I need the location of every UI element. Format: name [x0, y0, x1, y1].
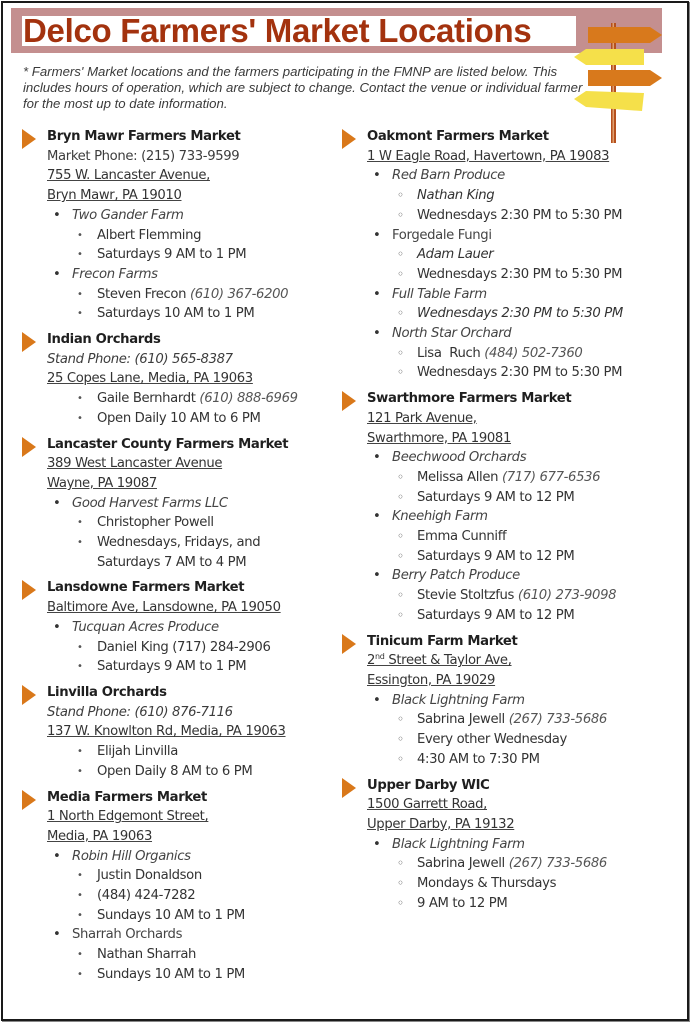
contact-phone: (267) 733-5686	[508, 856, 607, 872]
contact-name: Sabrina Jewell	[417, 712, 505, 728]
farm-name: • Sharrah Orchards	[47, 925, 332, 945]
farm-contact	[367, 344, 682, 364]
farm-name: • Frecon Farms	[47, 265, 332, 285]
market-address-line1[interactable]: 389 West Lancaster Avenue	[47, 456, 223, 472]
market-address-line2[interactable]: Wayne, PA 19087	[47, 475, 157, 491]
farm-contact	[47, 285, 332, 305]
farm-hours: • Saturdays 9 AM to 1 PM	[47, 245, 332, 265]
farm-contact	[367, 586, 682, 606]
farm-name: • Tucquan Acres Produce	[47, 618, 332, 638]
farm-hours: ◦ 4:30 AM to 7:30 PM	[367, 750, 682, 770]
farm-hours: ◦ Wednesdays 2:30 PM to 5:30 PM	[367, 363, 682, 383]
contact-phone: (610) 888-6969	[199, 391, 298, 407]
farm-name: • Robin Hill Organics	[47, 847, 332, 867]
farm-name: • Good Harvest Farms LLC	[47, 494, 332, 514]
farm-name: • Berry Patch Produce	[367, 566, 682, 586]
market-address-line1[interactable]: Baltimore Ave, Lansdowne, PA 19050	[47, 600, 281, 616]
farm-contact: • Nathan Sharrah	[47, 945, 332, 965]
farm-days: ◦ Every other Wednesday	[367, 730, 682, 750]
market-swarthmore	[342, 389, 682, 625]
farm-hours: • Saturdays 9 AM to 1 PM	[47, 657, 332, 677]
farm-hours: ◦ Wednesdays 2:30 PM to 5:30 PM	[367, 265, 682, 285]
farm-name: • North Star Orchard	[367, 324, 682, 344]
triangle-right-icon	[342, 778, 356, 798]
contact-name: Sabrina Jewell	[417, 856, 505, 872]
market-name: Linvilla Orchards	[47, 684, 167, 700]
farm-hours: ◦ Wednesdays 2:30 PM to 5:30 PM	[367, 206, 682, 226]
farm-hours: ◦ Wednesdays 2:30 PM to 5:30 PM	[367, 304, 682, 324]
signpost-icon	[568, 18, 668, 143]
farm-hours: ◦ Saturdays 9 AM to 12 PM	[367, 606, 682, 626]
market-name: Swarthmore Farmers Market	[367, 391, 572, 407]
market-name: Bryn Mawr Farmers Market	[47, 129, 241, 144]
contact-phone: (484) 502-7360	[484, 345, 583, 361]
farm-hours: ◦ Saturdays 9 AM to 12 PM	[367, 547, 682, 567]
market-name: Lansdowne Farmers Market	[47, 580, 245, 596]
market-bryn-mawr	[22, 127, 332, 324]
contact-phone: (610) 273-9098	[517, 588, 617, 604]
market-address-line1[interactable]: 137 W. Knowlton Rd, Media, PA 19063	[47, 724, 286, 740]
farm-hours: • Sundays 10 AM to 1 PM	[47, 906, 332, 926]
market-address-line1[interactable]: 1 W Eagle Road, Havertown, PA 19083	[367, 148, 610, 164]
farm-name: • Red Barn Produce	[367, 166, 682, 186]
market-name: Indian Orchards	[47, 332, 161, 348]
contact-name: Lisa Ruch	[417, 345, 481, 361]
triangle-right-icon	[22, 685, 36, 705]
farm-contact	[367, 710, 682, 730]
market-address-line1[interactable]: 25 Copes Lane, Media, PA 19063	[47, 371, 253, 387]
market-name: Tinicum Farm Market	[367, 633, 518, 649]
market-name: Lancaster County Farmers Market	[47, 436, 289, 452]
farm-contact: • Elijah Linvilla	[47, 742, 332, 762]
market-lansdowne	[22, 578, 332, 677]
contact-name: Steven Frecon	[97, 286, 187, 302]
triangle-right-icon	[22, 129, 36, 149]
farm-days: ◦ Mondays & Thursdays	[367, 874, 682, 894]
market-phone: Stand Phone: (610) 565-8387	[47, 351, 233, 367]
farm-hours: • Open Daily 10 AM to 6 PM	[47, 409, 332, 429]
farm-contact: • Christopher Powell	[47, 513, 332, 533]
market-address-line2[interactable]: Swarthmore, PA 19081	[367, 430, 512, 446]
market-address-line1[interactable]: 121 Park Avenue,	[367, 410, 477, 426]
farm-name: • Beechwood Orchards	[367, 448, 682, 468]
farm-contact	[367, 854, 682, 874]
farm-contact: ◦ Emma Cunniff	[367, 527, 682, 547]
triangle-right-icon	[22, 437, 36, 457]
farm-contact: ◦ Nathan King	[367, 186, 682, 206]
contact-phone: (717) 677-6536	[501, 469, 601, 485]
farm-phone: • (484) 424-7282	[47, 886, 332, 906]
market-address-line1[interactable]: 1 North Edgemont Street,	[47, 809, 209, 825]
farm-name: • Two Gander Farm	[47, 206, 332, 226]
farm-name: • Full Table Farm	[367, 285, 682, 305]
market-phone: Market Phone: (215) 733-9599	[47, 148, 240, 164]
market-name: Upper Darby WIC	[367, 777, 490, 793]
farm-contact	[367, 468, 682, 488]
market-upper-darby	[342, 776, 682, 914]
farm-hours: • Open Daily 8 AM to 6 PM	[47, 762, 332, 782]
farm-hours-continued: Saturdays 7 AM to 4 PM	[97, 554, 247, 570]
farm-name: • Black Lightning Farm	[367, 691, 682, 711]
farm-contact: • Albert Flemming	[47, 226, 332, 246]
farm-name: • Forgedale Fungi	[367, 226, 682, 246]
contact-name: Gaile Bernhardt	[97, 391, 196, 407]
farm-contact: • Daniel King (717) 284-2906	[47, 638, 332, 658]
market-address-line2[interactable]: Upper Darby, PA 19132	[367, 816, 515, 832]
market-phone: Stand Phone: (610) 876-7116	[47, 704, 233, 720]
triangle-right-icon	[22, 580, 36, 600]
page-title: Delco Farmers' Market Locations	[23, 12, 532, 49]
intro-note: * Farmers' Market locations and the farmers participating in the FMNP are listed below. This includes hours of operation, which are subject to change. Contact the venue or individual farmer for the most up to date information.	[23, 64, 583, 111]
market-indian-orchards	[22, 330, 332, 429]
market-address-line2[interactable]: Media, PA 19063	[47, 828, 153, 844]
market-address-line1[interactable]: 755 W. Lancaster Avenue,	[47, 168, 210, 184]
market-oakmont	[342, 127, 682, 383]
farm-name: • Black Lightning Farm	[367, 835, 682, 855]
farm-hours: ◦ Saturdays 9 AM to 12 PM	[367, 488, 682, 508]
market-address-line2[interactable]: Essington, PA 19029	[367, 672, 496, 688]
triangle-right-icon	[22, 332, 36, 352]
market-tinicum	[342, 632, 682, 770]
triangle-right-icon	[342, 634, 356, 654]
market-name: Media Farmers Market	[47, 789, 207, 805]
farm-hours: • Sundays 10 AM to 1 PM	[47, 965, 332, 985]
market-media	[22, 788, 332, 985]
triangle-right-icon	[342, 391, 356, 411]
address-ordinal: nd	[375, 652, 385, 662]
market-linvilla	[22, 683, 332, 782]
farm-contact	[47, 389, 332, 409]
market-lancaster	[22, 435, 332, 573]
farm-name: • Kneehigh Farm	[367, 507, 682, 527]
farm-contact: ◦ Adam Lauer	[367, 245, 682, 265]
market-name: Oakmont Farmers Market	[367, 129, 549, 144]
address-number: 2	[367, 653, 376, 669]
farm-hours: • Wednesdays, Fridays, and	[47, 533, 332, 553]
market-address-line1[interactable]	[367, 651, 682, 671]
contact-phone: (267) 733-5686	[508, 712, 607, 728]
left-column	[22, 127, 332, 985]
market-address-line2[interactable]: Bryn Mawr, PA 19010	[47, 188, 182, 204]
contact-name: Melissa Allen	[417, 469, 499, 485]
address-street: Street & Taylor Ave,	[384, 653, 512, 669]
right-column	[342, 127, 682, 913]
contact-phone: (610) 367-6200	[189, 286, 289, 302]
triangle-right-icon	[22, 790, 36, 810]
triangle-right-icon	[342, 129, 356, 149]
farm-hours: ◦ 9 AM to 12 PM	[367, 894, 682, 914]
market-address-line1[interactable]: 1500 Garrett Road,	[367, 797, 488, 813]
contact-name: Stevie Stoltzfus	[417, 588, 515, 604]
farm-contact: • Justin Donaldson	[47, 866, 332, 886]
farm-hours: • Saturdays 10 AM to 1 PM	[47, 304, 332, 324]
